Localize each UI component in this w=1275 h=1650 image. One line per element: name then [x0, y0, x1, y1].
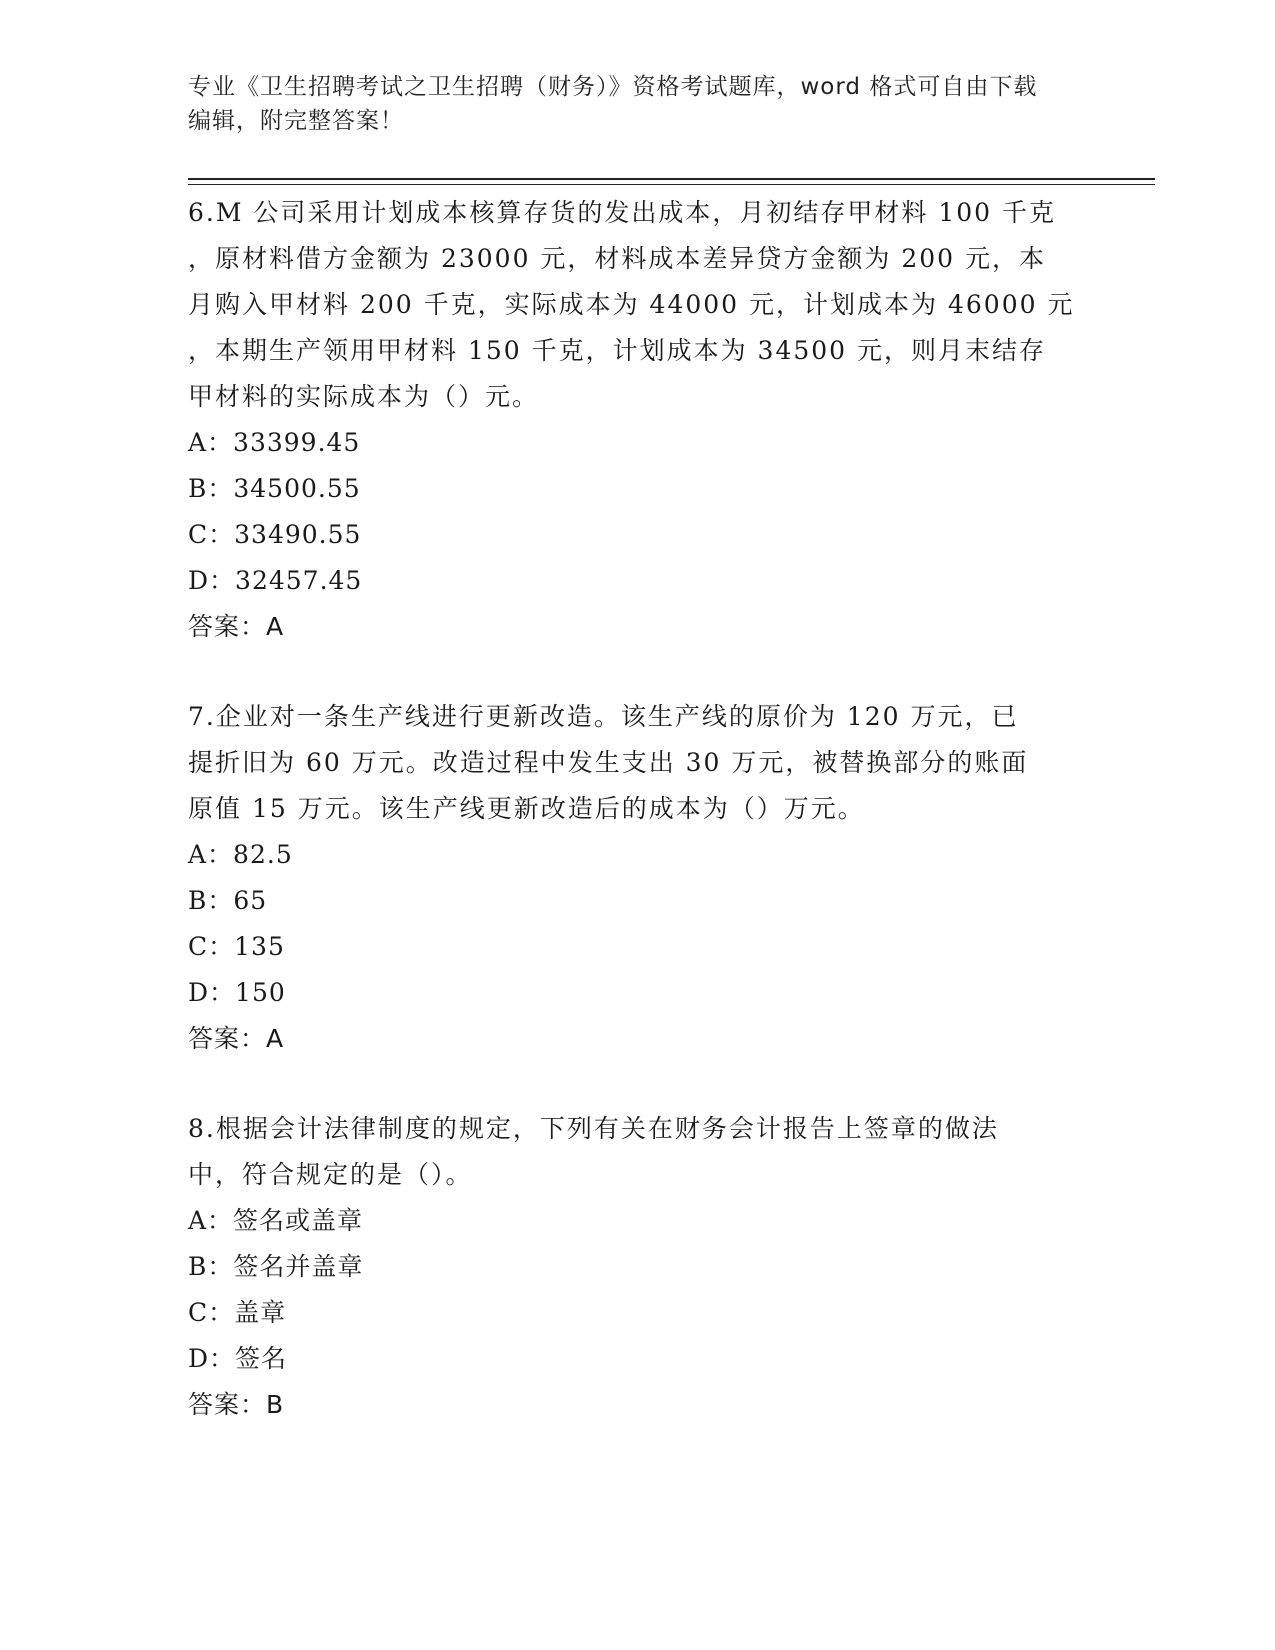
- answer: 答案：A: [188, 1024, 285, 1053]
- answer: 答案：B: [188, 1390, 285, 1419]
- option-c: C：33490.55: [188, 520, 362, 549]
- option-d: D：32457.45: [188, 566, 363, 595]
- question-text-line: ，本期生产领用甲材料 150 千克，计划成本为 34500 元，则月末结存: [188, 336, 1047, 365]
- question-text-line: 提折旧为 60 万元。改造过程中发生支出 30 万元，被替换部分的账面: [188, 748, 1029, 777]
- question-list: [188, 190, 1088, 1472]
- option-c: C：盖章: [188, 1298, 287, 1327]
- option-d: D：150: [188, 978, 286, 1007]
- question-text-line: 8.根据会计法律制度的规定，下列有关在财务会计报告上签章的做法: [188, 1114, 999, 1143]
- question-text-line: 7.企业对一条生产线进行更新改造。该生产线的原价为 120 万元，已: [188, 702, 1019, 731]
- option-c: C：135: [188, 932, 285, 961]
- answer: 答案：A: [188, 612, 285, 641]
- option-d: D：签名: [188, 1344, 288, 1373]
- option-b: B：65: [188, 886, 268, 915]
- question-text-line: 原值 15 万元。该生产线更新改造后的成本为（）万元。: [188, 794, 865, 823]
- header-line-2: 编辑，附完整答案！: [188, 108, 404, 134]
- question-6: [188, 190, 1088, 650]
- header-rule-thin: [188, 184, 1155, 185]
- page-header: [188, 70, 1088, 138]
- question-8: [188, 1106, 1088, 1428]
- question-7: [188, 694, 1088, 1062]
- header-line-1: 专业《卫生招聘考试之卫生招聘（财务）》资格考试题库，word 格式可自由下载: [188, 74, 1038, 100]
- option-b: B：34500.55: [188, 474, 361, 503]
- question-text-line: 月购入甲材料 200 千克，实际成本为 44000 元，计划成本为 46000 元: [188, 290, 1075, 319]
- option-b: B：签名并盖章: [188, 1252, 364, 1281]
- question-text-line: ，原材料借方金额为 23000 元，材料成本差异贷方金额为 200 元，本: [188, 244, 1047, 273]
- option-a: A：33399.45: [188, 428, 361, 457]
- question-text-line: 6.M 公司采用计划成本核算存货的发出成本，月初结存甲材料 100 千克: [188, 198, 1057, 227]
- question-text-line: 中，符合规定的是（）。: [188, 1160, 473, 1189]
- option-a: A：签名或盖章: [188, 1206, 364, 1235]
- header-rule-thick: [188, 178, 1155, 180]
- question-text-line: 甲材料的实际成本为（）元。: [188, 382, 540, 411]
- option-a: A：82.5: [188, 840, 293, 869]
